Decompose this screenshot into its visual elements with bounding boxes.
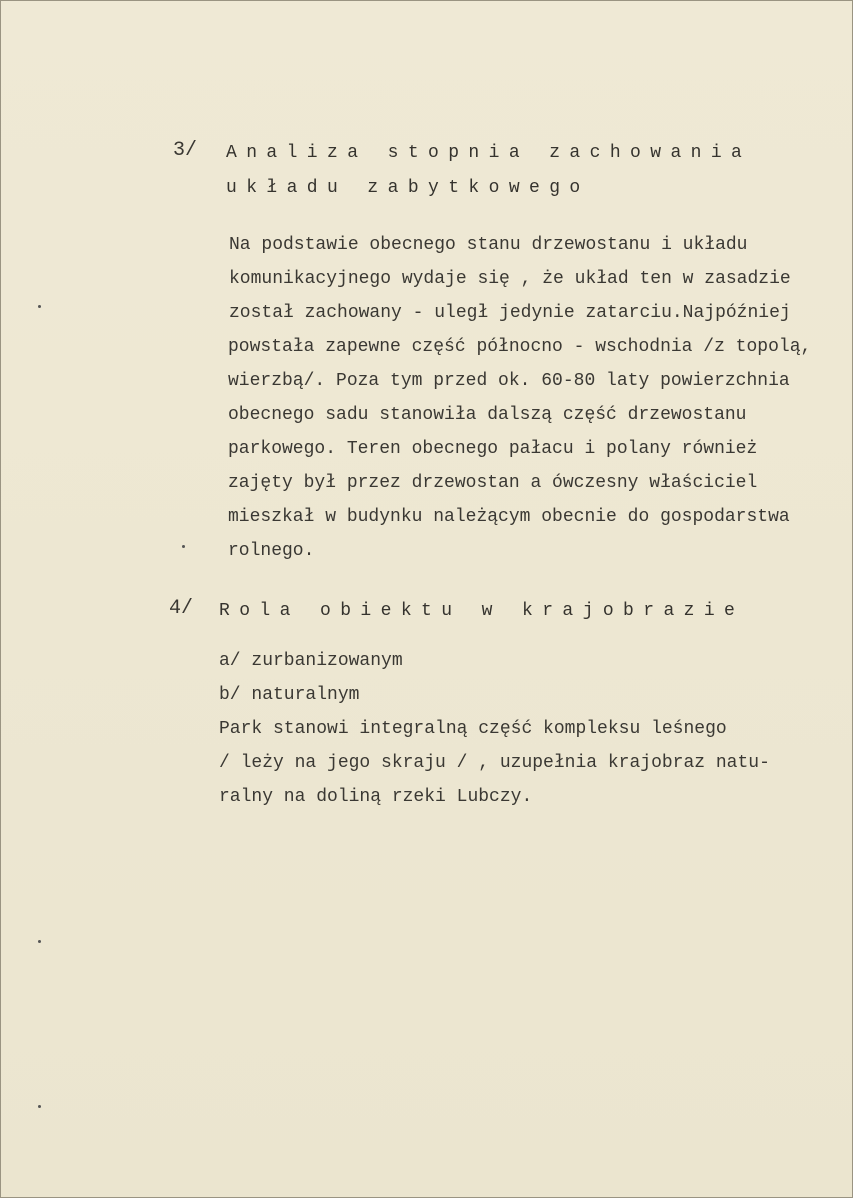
section-3-body-line: powstała zapewne część północno - wschodnia /z topolą, [228,337,812,357]
section-4-heading: Rola obiektu w krajobrazie [219,601,745,621]
section-3-body-line: obecnego sadu stanowiła dalszą część drzewostanu [228,405,747,425]
section-3-body-line: wierzbą/. Poza tym przed ok. 60-80 laty powierzchnia [228,371,790,391]
section-3-heading-line-2: układu zabytkowego [226,178,590,198]
margin-punch-mark [38,940,41,943]
section-3-heading-line-1: Analiza stopnia zachowania [226,143,752,163]
section-3-body-line: parkowego. Teren obecnego pałacu i polany również [228,439,758,459]
section-4-list-item: b/ naturalnym [219,685,360,705]
section-3-body-line: rolnego. [228,541,315,561]
section-4-number: 4/ [169,597,194,620]
section-4-body-line: Park stanowi integralną część kompleksu leśnego [219,719,727,739]
section-3-body-line: mieszkał w budynku należącym obecnie do gospodarstwa [228,507,790,527]
section-3-body-line: Na podstawie obecnego stanu drzewostanu i układu [229,235,748,255]
section-3-body-line: komunikacyjnego wydaje się , że układ ten w zasadzie [229,269,791,289]
section-3-body-line: został zachowany - uległ jedynie zatarciu.Najpóźniej [229,303,791,323]
section-4-body-line: ralny na doliną rzeki Lubczy. [219,787,533,807]
margin-punch-mark [38,305,41,308]
section-4-body-line: / leży na jego skraju / , uzupełnia krajobraz natu- [219,753,770,773]
section-4-list-item: a/ zurbanizowanym [219,651,403,671]
margin-punch-mark [38,1105,41,1108]
section-3-number: 3/ [173,139,198,162]
section-3-body-line: zajęty był przez drzewostan a ówczesny właściciel [228,473,758,493]
margin-punch-mark [182,545,185,548]
